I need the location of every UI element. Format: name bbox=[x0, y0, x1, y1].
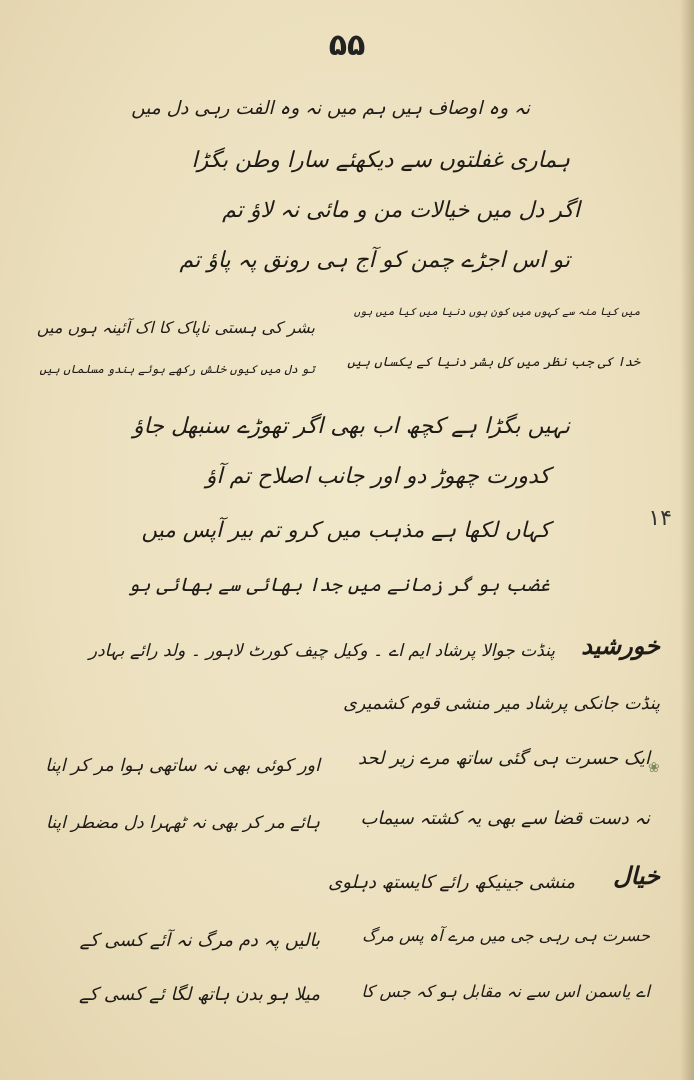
margin-mark: ۱۴ bbox=[648, 506, 672, 531]
couplet2-line-a-left: اور کوئی بھی نہ ساتھی ہوا مر کر اپنا bbox=[45, 756, 320, 776]
verse-line-1: نہ وہ اوصاف ہیں ہم میں نہ وہ الفت رہی دل میں bbox=[131, 98, 530, 119]
couplet3-line-a-left: بالیں پہ دم مرگ نہ آئے کسی کے bbox=[79, 930, 320, 951]
page-edge-shadow bbox=[680, 0, 694, 1080]
couplet3-line-b-right: اے یاسمن اس سے نہ مقابل ہو کہ جس کا bbox=[361, 982, 650, 1001]
couplet3-line-a-right: حسرت ہی رہی جی میں مرے آہ پس مرگ bbox=[362, 926, 650, 945]
verse-line-8: غضب ہو گر زمانے میں جدا بھائی سے بھائی ہو bbox=[128, 574, 550, 596]
library-stamp-icon: ❀ bbox=[648, 760, 660, 776]
section1-title: خورشید bbox=[581, 632, 660, 660]
section2-attribution: منشی جینیکھ رائے کایستھ دہلوی bbox=[328, 872, 575, 893]
section2-title: خیال bbox=[613, 862, 660, 890]
verse-line-6: کدورت چھوڑ دو اور جانب اصلاح تم آؤ bbox=[205, 464, 550, 489]
couplet1-line-b-right: خدا کی جب نظر میں کل بشر دنیا کے یکساں ہیں bbox=[347, 355, 640, 370]
page-number: ۵۵ bbox=[328, 28, 366, 63]
couplet2-line-a-right: ایک حسرت ہی گئی ساتھ مرے زیر لحد bbox=[357, 748, 650, 769]
verse-line-4: تو اس اجڑے چمن کو آج ہی رونق پہ پاؤ تم bbox=[179, 248, 570, 273]
couplet3-line-b-left: میلا ہو بدن ہاتھ لگا ئے کسی کے bbox=[78, 984, 320, 1005]
couplet2-line-b-right: نہ دست قضا سے بھی یہ کشتہ سیماب bbox=[360, 808, 650, 829]
section1-attribution-2: پنڈت جانکی پرشاد میر منشی قوم کشمیری bbox=[343, 694, 660, 714]
couplet1-line-a-left: بشر کی ہستی ناپاک کا اک آئینہ ہوں میں bbox=[36, 318, 315, 337]
couplet2-line-b-left: ہائے مر کر بھی نہ ٹھہرا دل مضطر اپنا bbox=[46, 813, 320, 833]
verse-line-2: ہماری غفلتوں سے دیکھئے سارا وطن بگڑا bbox=[191, 148, 570, 173]
couplet1-line-a-right: میں کیا منہ سے کہوں میں کون ہوں دنیا میں کیا میں ہوں bbox=[353, 306, 640, 318]
section1-attribution: پنڈت جوالا پرشاد ایم اے ۔ وکیل چیف کورٹ لاہور ۔ ولد رائے بہادر bbox=[88, 641, 555, 661]
couplet1-line-b-left: تو دل میں کیوں خلش رکھے ہوئے ہندو مسلماں ہیں bbox=[39, 362, 315, 376]
verse-line-5: نہیں بگڑا ہے کچھ اب بھی اگر تھوڑے سنبھل جاؤ bbox=[133, 414, 570, 439]
verse-line-7: کہاں لکھا ہے مذہب میں کرو تم بیر آپس میں bbox=[141, 518, 550, 543]
verse-line-3: اگر دل میں خیالات من و مائی نہ لاؤ تم bbox=[222, 198, 580, 223]
